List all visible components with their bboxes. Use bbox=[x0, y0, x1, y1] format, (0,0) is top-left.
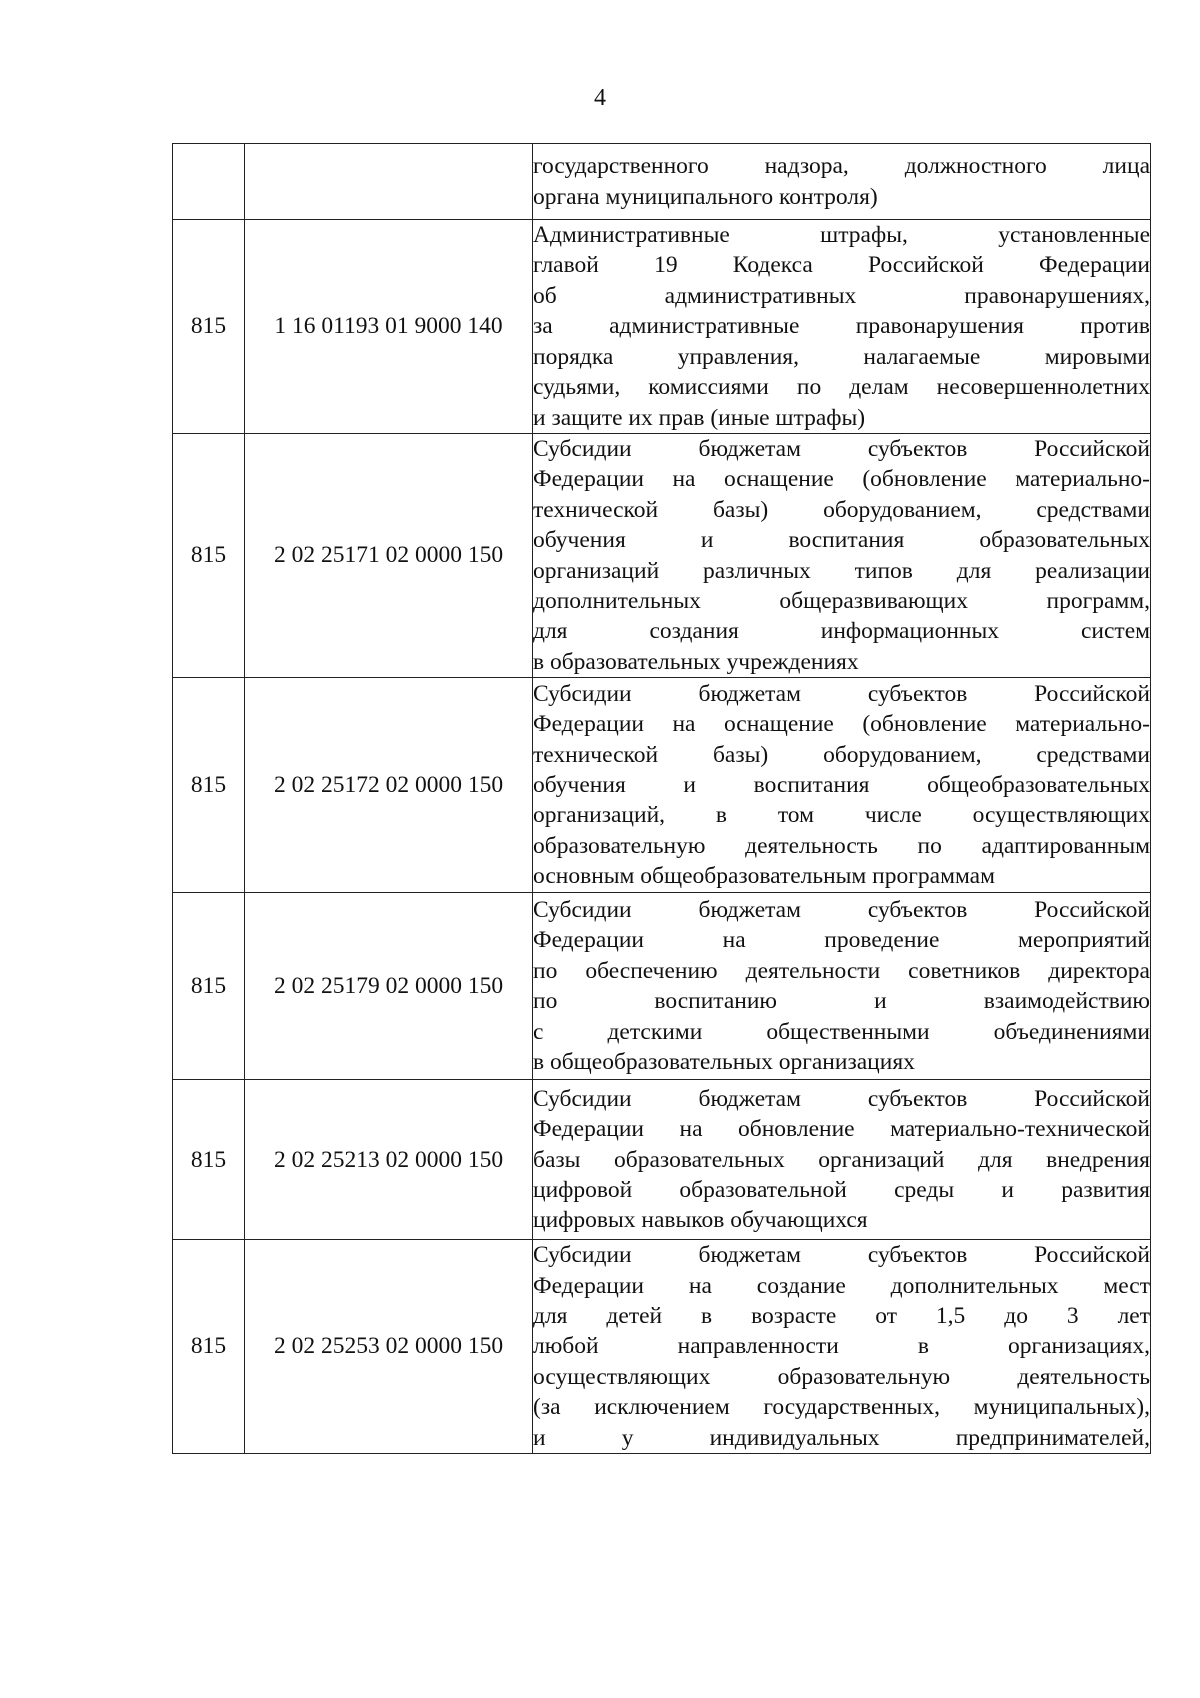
revenue-name-line: для создания информационных систем bbox=[533, 618, 1150, 645]
revenue-name-cell bbox=[533, 220, 1151, 434]
budget-code-cell: 2 02 25172 02 0000 150 bbox=[245, 678, 533, 893]
revenue-name-cell bbox=[533, 144, 1151, 220]
admin-code-cell: 815 bbox=[173, 220, 245, 434]
revenue-name-line: (за исключением государственных, муниципальных), bbox=[533, 1394, 1150, 1421]
revenue-name-line: Федерации на оснащение (обновление материально- bbox=[533, 466, 1150, 493]
admin-code-cell: 815 bbox=[173, 434, 245, 678]
revenue-name-line: организаций, в том числе осуществляющих bbox=[533, 802, 1150, 829]
revenue-name-text bbox=[533, 679, 1150, 892]
revenue-name-line: в общеобразовательных организациях bbox=[533, 1049, 915, 1076]
revenue-name-line: базы образовательных организаций для внедрения bbox=[533, 1146, 1150, 1173]
revenue-name-line: государственного надзора, должностного лица bbox=[533, 153, 1150, 180]
table-row bbox=[173, 1080, 1151, 1240]
revenue-name-line: обучения и воспитания образовательных bbox=[533, 527, 1150, 554]
revenue-name-line: с детскими общественными объединениями bbox=[533, 1018, 1150, 1045]
revenue-name-line: и защите их прав (иные штрафы) bbox=[533, 404, 866, 431]
page-number: 4 bbox=[594, 85, 606, 111]
revenue-name-cell bbox=[533, 434, 1151, 678]
revenue-name-text bbox=[533, 151, 1150, 212]
revenue-name-line: порядка управления, налагаемые мировыми bbox=[533, 343, 1150, 370]
revenue-name-line: Субсидии бюджетам субъектов Российской bbox=[533, 1085, 1150, 1112]
admin-code-cell: 815 bbox=[173, 678, 245, 893]
revenue-name-text bbox=[533, 1084, 1150, 1236]
revenue-name-line: органа муниципального контроля) bbox=[533, 183, 878, 210]
admin-code-cell: 815 bbox=[173, 1080, 245, 1240]
revenue-name-line: по воспитанию и взаимодействию bbox=[533, 988, 1150, 1015]
revenue-name-cell bbox=[533, 1240, 1151, 1454]
revenue-name-line: об административных правонарушениях, bbox=[533, 282, 1150, 309]
budget-code-cell bbox=[245, 144, 533, 220]
revenue-name-line: Федерации на обновление материально-технической bbox=[533, 1116, 1150, 1143]
revenue-name-line: цифровой образовательной среды и развития bbox=[533, 1176, 1150, 1203]
revenue-name-line: по обеспечению деятельности советников директора bbox=[533, 957, 1150, 984]
budget-code-cell: 2 02 25171 02 0000 150 bbox=[245, 434, 533, 678]
table-row bbox=[173, 434, 1151, 678]
budget-code-cell: 2 02 25213 02 0000 150 bbox=[245, 1080, 533, 1240]
revenue-name-line: в образовательных учреждениях bbox=[533, 648, 859, 675]
revenue-name-line: Административные штрафы, установленные bbox=[533, 222, 1150, 249]
revenue-name-line: судьями, комиссиями по делам несовершеннолетних bbox=[533, 374, 1150, 401]
table-row bbox=[173, 678, 1151, 893]
revenue-name-text bbox=[533, 434, 1150, 677]
budget-code-cell: 2 02 25253 02 0000 150 bbox=[245, 1240, 533, 1454]
revenue-name-line: Федерации на оснащение (обновление материально- bbox=[533, 711, 1150, 738]
revenue-name-text bbox=[533, 1240, 1150, 1453]
revenue-name-line: Субсидии бюджетам субъектов Российской bbox=[533, 436, 1150, 462]
revenue-name-cell bbox=[533, 893, 1151, 1080]
table-body bbox=[173, 144, 1151, 1454]
revenue-name-line: Субсидии бюджетам субъектов Российской bbox=[533, 897, 1150, 924]
revenue-name-cell bbox=[533, 678, 1151, 893]
budget-code-cell: 1 16 01193 01 9000 140 bbox=[245, 220, 533, 434]
revenue-name-line: Субсидии бюджетам субъектов Российской bbox=[533, 1242, 1150, 1269]
revenue-name-line: технической базы) оборудованием, средствами bbox=[533, 741, 1150, 768]
revenue-name-line: организаций различных типов для реализации bbox=[533, 557, 1150, 584]
budget-classification-table bbox=[172, 143, 1151, 1454]
revenue-name-line: образовательную деятельность по адаптированным bbox=[533, 832, 1150, 859]
revenue-name-line: технической базы) оборудованием, средствами bbox=[533, 496, 1150, 523]
revenue-name-line: любой направленности в организациях, bbox=[533, 1333, 1150, 1360]
revenue-name-line: за административные правонарушения против bbox=[533, 313, 1150, 340]
revenue-name-line: главой 19 Кодекса Российской Федерации bbox=[533, 252, 1150, 279]
revenue-name-text bbox=[533, 220, 1150, 433]
revenue-name-line: осуществляющих образовательную деятельность bbox=[533, 1363, 1150, 1390]
revenue-name-line: Федерации на создание дополнительных мест bbox=[533, 1272, 1150, 1299]
table-row bbox=[173, 893, 1151, 1080]
revenue-name-cell bbox=[533, 1080, 1151, 1240]
revenue-name-text bbox=[533, 895, 1150, 1077]
budget-code-cell: 2 02 25179 02 0000 150 bbox=[245, 893, 533, 1080]
admin-code-cell: 815 bbox=[173, 1240, 245, 1454]
revenue-name-line: основным общеобразовательным программам bbox=[533, 863, 995, 890]
admin-code-cell: 815 bbox=[173, 893, 245, 1080]
revenue-name-line: Федерации на проведение мероприятий bbox=[533, 927, 1150, 954]
revenue-name-line: дополнительных общеразвивающих программ, bbox=[533, 588, 1150, 615]
table-row bbox=[173, 144, 1151, 220]
revenue-name-line: для детей в возрасте от 1,5 до 3 лет bbox=[533, 1303, 1150, 1330]
table-row bbox=[173, 220, 1151, 434]
revenue-name-line: обучения и воспитания общеобразовательных bbox=[533, 772, 1150, 799]
revenue-name-line: Субсидии бюджетам субъектов Российской bbox=[533, 680, 1150, 707]
revenue-name-line: цифровых навыков обучающихся bbox=[533, 1207, 868, 1234]
revenue-name-line: и у индивидуальных предпринимателей, bbox=[533, 1424, 1150, 1451]
table-row bbox=[173, 1240, 1151, 1454]
admin-code-cell bbox=[173, 144, 245, 220]
